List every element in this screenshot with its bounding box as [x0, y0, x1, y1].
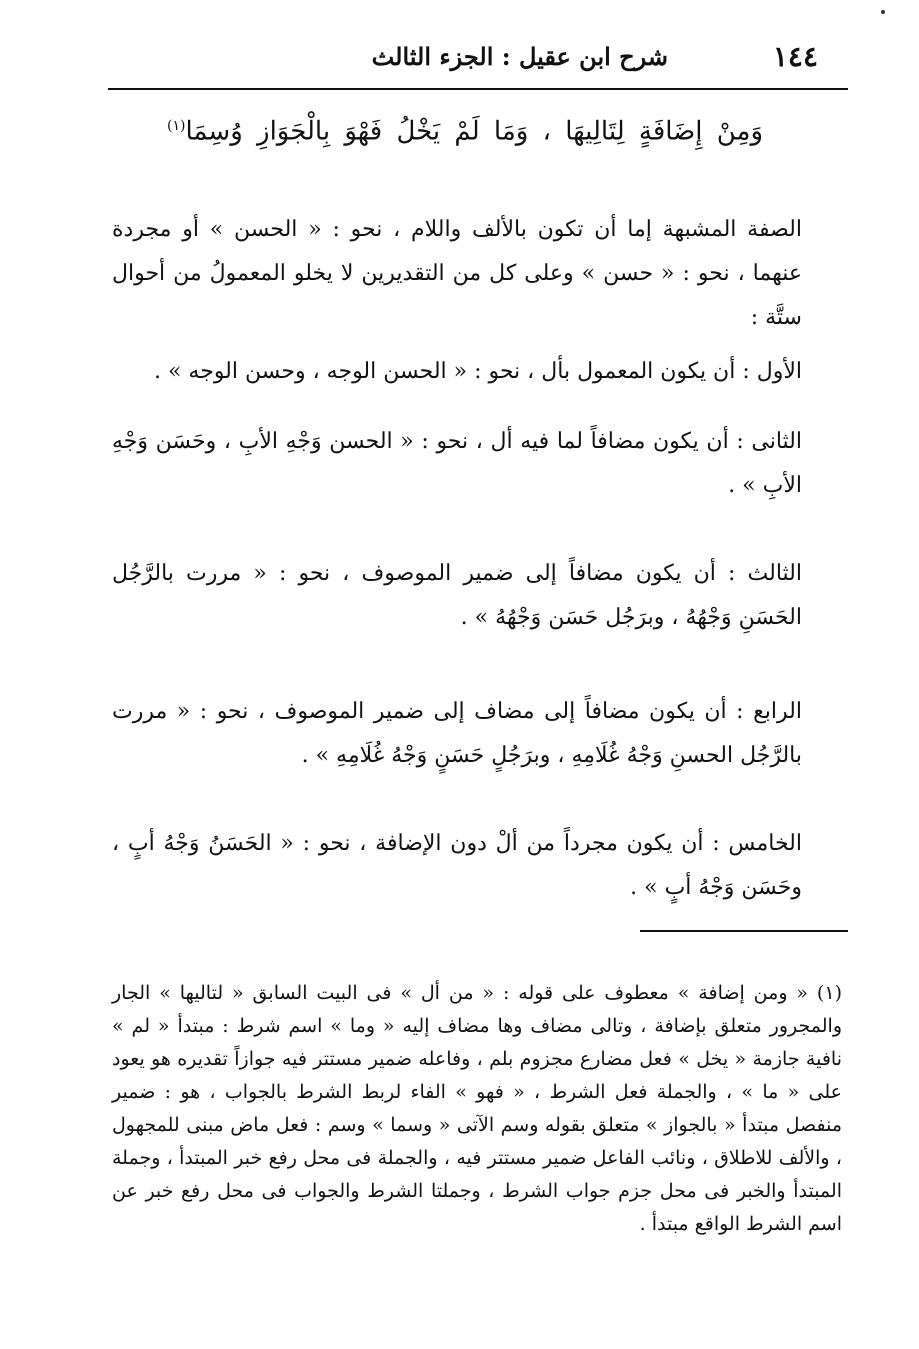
page-header [108, 36, 848, 80]
case-paragraph-3: الثالث : أن يكون مضافاً إلى ضمير الموصوف ، نحو : « مررت بالرَّجُل الحَسَنِ وَجْهُهُ ، وبرَجُل حَسَن وَجْهُهُ » . [112, 561, 802, 630]
verse-text: وَمِنْ إِضَافَةٍ لِتَالِيهَا ، وَمَا لَمْ يَخْلُ فَهْوَ بِالْجَوَازِ وُسِمَا [185, 116, 764, 147]
poem-verse [130, 104, 800, 154]
case-paragraph-5: الخامس : أن يكون مجرداً من ألْ دون الإضافة ، نحو : « الحَسَنُ وَجْهُ أبٍ ، وحَسَن وَجْهُ أبٍ » . [112, 831, 802, 900]
running-title: شرح ابن عقيل : الجزء الثالث [371, 42, 668, 71]
case-paragraph-1: الأول : أن يكون المعمول بأل ، نحو : « الحسن الوجه ، وحسن الوجه » . [153, 359, 802, 384]
page-number: ١٤٤ [772, 40, 818, 73]
intro-paragraph: الصفة المشبهة إما أن تكون بالألف واللام ، نحو : « الحسن » أو مجردة عنهما ، نحو : « حسن » وعلى كل من التقديرين لا يخلو المعمولُ من أحوال ستَّة : [112, 217, 802, 330]
footnote-marker: (١) [166, 118, 186, 134]
footnote-rule [640, 930, 848, 932]
page-speck [881, 10, 885, 14]
case-paragraph-4: الرابع : أن يكون مضافاً إلى مضاف إلى ضمير الموصوف ، نحو : « مررت بالرَّجُل الحسنِ وَجْهُ غُلَامِهِ ، وبرَجُلٍ حَسَنٍ وَجْهُ غُلَامِهِ » . [112, 699, 802, 768]
case-paragraph-2: الثانى : أن يكون مضافاً لما فيه أل ، نحو : « الحسن وَجْهِ الأبِ ، وحَسَن وَجْهِ الأبِ » . [112, 429, 802, 498]
header-rule [108, 88, 848, 90]
footnote: (١) « ومن إضافة » معطوف على قوله : « من أل » فى البيت السابق « لتاليها » الجار والمجرور متعلق بإضافة ، وتالى مضاف وها مضاف إليه « وما » اسم شرط : مبتدأ « لم » نافية جازمة « يخل » فعل مضارع مجزوم بلم ، وفاعله ضمير مستتر فيه جوازاً تقديره هو يعود على « ما » ، والجملة فعل الشرط ، « فهو » الفاء لربط الشرط بالجواب ، هو : ضمير منفصل مبتدأ « بالجواز » متعلق بقوله وسم الآتى « وسما » وسم : فعل ماض مبنى للمجهول ، والألف للاطلاق ، ونائب الفاعل ضمير مستتر فيه ، والجملة فى محل رفع خبر المبتدأ ، وجملة المبتدأ والخبر فى محل جزم جواب الشرط ، وجملتا الشرط والجواب فى محل رفع خبر عن اسم الشرط الواقع مبتدأ . [112, 982, 842, 1235]
